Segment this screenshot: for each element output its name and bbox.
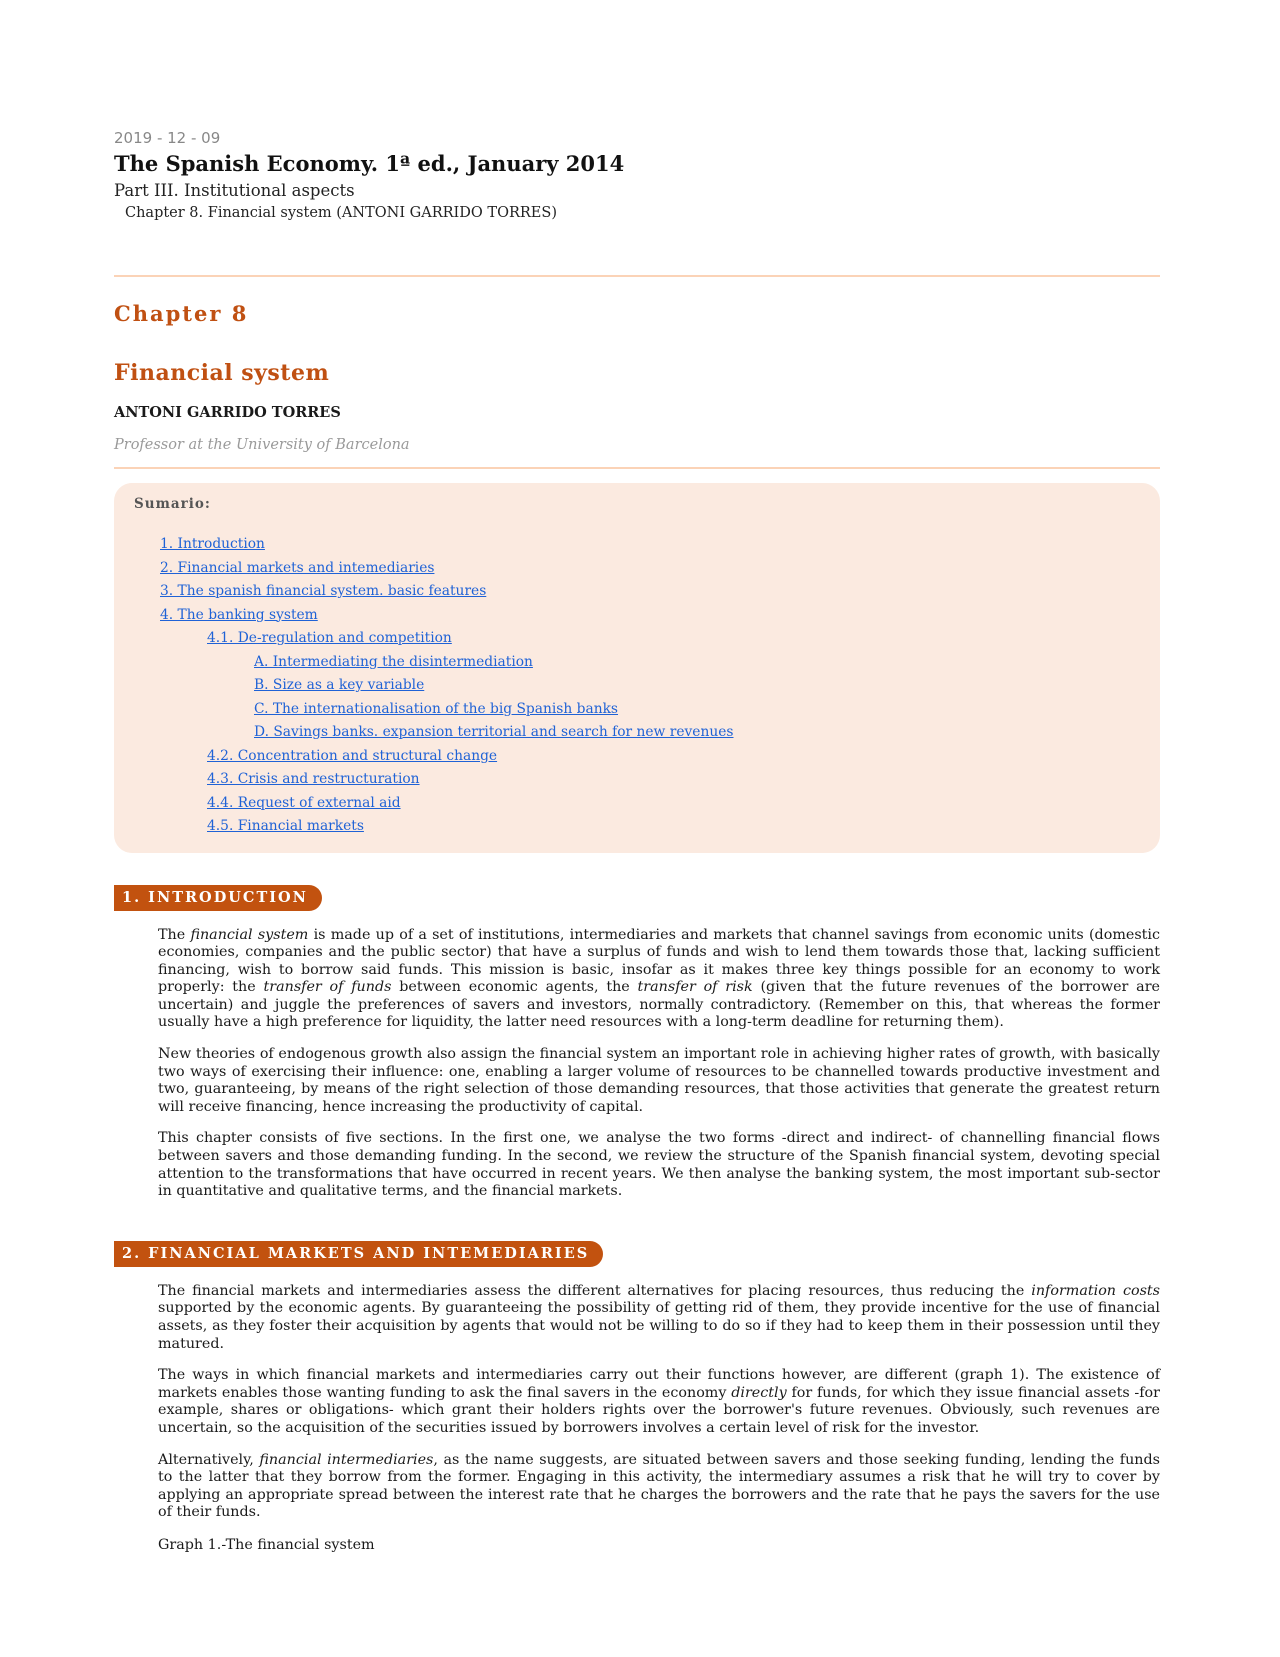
book-title: The Spanish Economy. 1ª ed., January 2014 <box>114 151 625 176</box>
toc-link-savings-banks[interactable]: D. Savings banks. expansion territorial and search for new revenues <box>254 724 734 740</box>
chapter-title: Financial system <box>114 360 330 386</box>
toc-item <box>134 627 1140 651</box>
divider <box>114 275 1160 277</box>
paragraph: Alternatively, financial intermediaries, as the name suggests, are situated between savers and those seeking funding, lending the funds to the latter that they borrow from the former. Engaging in this activity, the intermediary assumes a risk that he will try to cover by applying an appropriate spread between the interest rate that he charges the borrowers and the rate that he pays the savers for the use of their funds. <box>158 1451 1160 1521</box>
toc-item <box>134 698 1140 722</box>
paragraph: New theories of endogenous growth also assign the financial system an important role in achieving higher rates of growth, with basically two ways of exercising their influence: one, enabling a larger volume of resources to be channelled towards productive investment and two, guaranteeing, by means of the right selection of those demanding resources, that those activities that generate the greatest return will receive financing, hence increasing the productivity of capital. <box>158 1046 1160 1115</box>
paragraph: The financial markets and intermediaries assess the different alternatives for placing resources, thus reducing the information costs supported by the economic agents. By guaranteeing the possibility of getting rid of them, they provide incentive for the use of financial assets, as they foster their acquisition by agents that would not be willing to do so if they had to keep them in their possession until they matured. <box>158 1282 1160 1352</box>
document-page <box>114 128 1160 1554</box>
toc-item <box>134 604 1140 628</box>
paragraph: The ways in which financial markets and intermediaries carry out their functions however, are different (graph 1). The existence of markets enables those wanting funding to ask the final savers in the economy directly for funds, for which they issue financial assets -for example, shares or obligations- which grant their holders rights over the borrower's future revenues. Obviously, such revenues are uncertain, so the acquisition of the securities issued by borrowers involves a certain level of risk for the investor. <box>158 1367 1161 1436</box>
author-affiliation: Professor at the University of Barcelona <box>114 437 410 453</box>
toc-item <box>134 721 1140 745</box>
toc-item <box>134 674 1140 698</box>
summary-box <box>114 483 1160 853</box>
toc-link-spanish-financial-system[interactable]: 3. The spanish financial system. basic features <box>160 583 487 599</box>
section-body-introduction <box>158 927 1160 1201</box>
author-name: ANTONI GARRIDO TORRES <box>114 404 341 421</box>
toc-link-banking-system[interactable]: 4. The banking system <box>160 606 318 623</box>
toc-item <box>134 651 1140 675</box>
toc-item <box>134 792 1140 816</box>
table-of-contents <box>134 533 1140 839</box>
toc-item <box>134 533 1140 557</box>
paragraph: This chapter consists of five sections. In the first one, we analyse the two forms -direct and indirect- of channelling financial flows between savers and those demanding funding. In the second, we review the structure of the Spanish financial system, devoting special attention to the transformations that have occurred in recent years. We then analyse the banking system, the most important sub-sector in quantitative and qualitative terms, and the financial markets. <box>158 1130 1160 1200</box>
toc-item <box>134 580 1140 604</box>
toc-link-crisis[interactable]: 4.3. Crisis and restructuration <box>207 771 420 787</box>
summary-title: Sumario: <box>134 496 211 512</box>
toc-item <box>134 745 1140 769</box>
toc-item <box>134 557 1140 581</box>
section-heading-introduction: 1. INTRODUCTION <box>114 885 322 911</box>
chapter-label: Chapter 8 <box>114 301 249 326</box>
toc-item <box>134 815 1140 839</box>
toc-link-financial-markets[interactable]: 2. Financial markets and intemediaries <box>160 559 435 576</box>
toc-link-internationalisation[interactable]: C. The internationalisation of the big Spanish banks <box>254 700 619 717</box>
toc-link-disintermediation[interactable]: A. Intermediating the disintermediation <box>254 653 533 670</box>
toc-link-financial-markets-sub[interactable]: 4.5. Financial markets <box>207 818 364 834</box>
toc-link-introduction[interactable]: 1. Introduction <box>160 536 265 552</box>
section-body-financial-markets <box>158 1283 1160 1522</box>
toc-link-deregulation[interactable]: 4.1. De-regulation and competition <box>207 630 452 646</box>
paragraph: The financial system is made up of a set of institutions, intermediaries and markets that channel savings from economic units (domestic economies, companies and the public sector) that have a surplus of funds and wish to lend them towards those that, lacking sufficient financing, wish to borrow said funds. This mission is basic, insofar as it makes three key things possible for an economy to work properly: the transfer of funds between economic agents, the transfer of risk (given that the future revenues of the borrower are uncertain) and juggle the preferences of savers and investors, normally contradictory. (Remember on this, that whereas the former usually have a high preference for liquidity, the latter need resources with a long-term deadline for returning them). <box>158 926 1160 1031</box>
toc-link-external-aid[interactable]: 4.4. Request of external aid <box>207 794 401 811</box>
toc-link-size[interactable]: B. Size as a key variable <box>254 677 425 693</box>
toc-link-concentration[interactable]: 4.2. Concentration and structural change <box>207 747 498 764</box>
toc-item <box>134 768 1140 792</box>
chapter-breadcrumb: Chapter 8. Financial system (ANTONI GARRIDO TORRES) <box>125 205 557 221</box>
section-heading-financial-markets: 2. FINANCIAL MARKETS AND INTEMEDIARIES <box>114 1241 603 1267</box>
part-title: Part III. Institutional aspects <box>114 181 355 200</box>
divider <box>114 467 1160 469</box>
document-date: 2019 - 12 - 09 <box>114 129 221 147</box>
graph-caption: Graph 1.-The financial system <box>158 1536 375 1553</box>
